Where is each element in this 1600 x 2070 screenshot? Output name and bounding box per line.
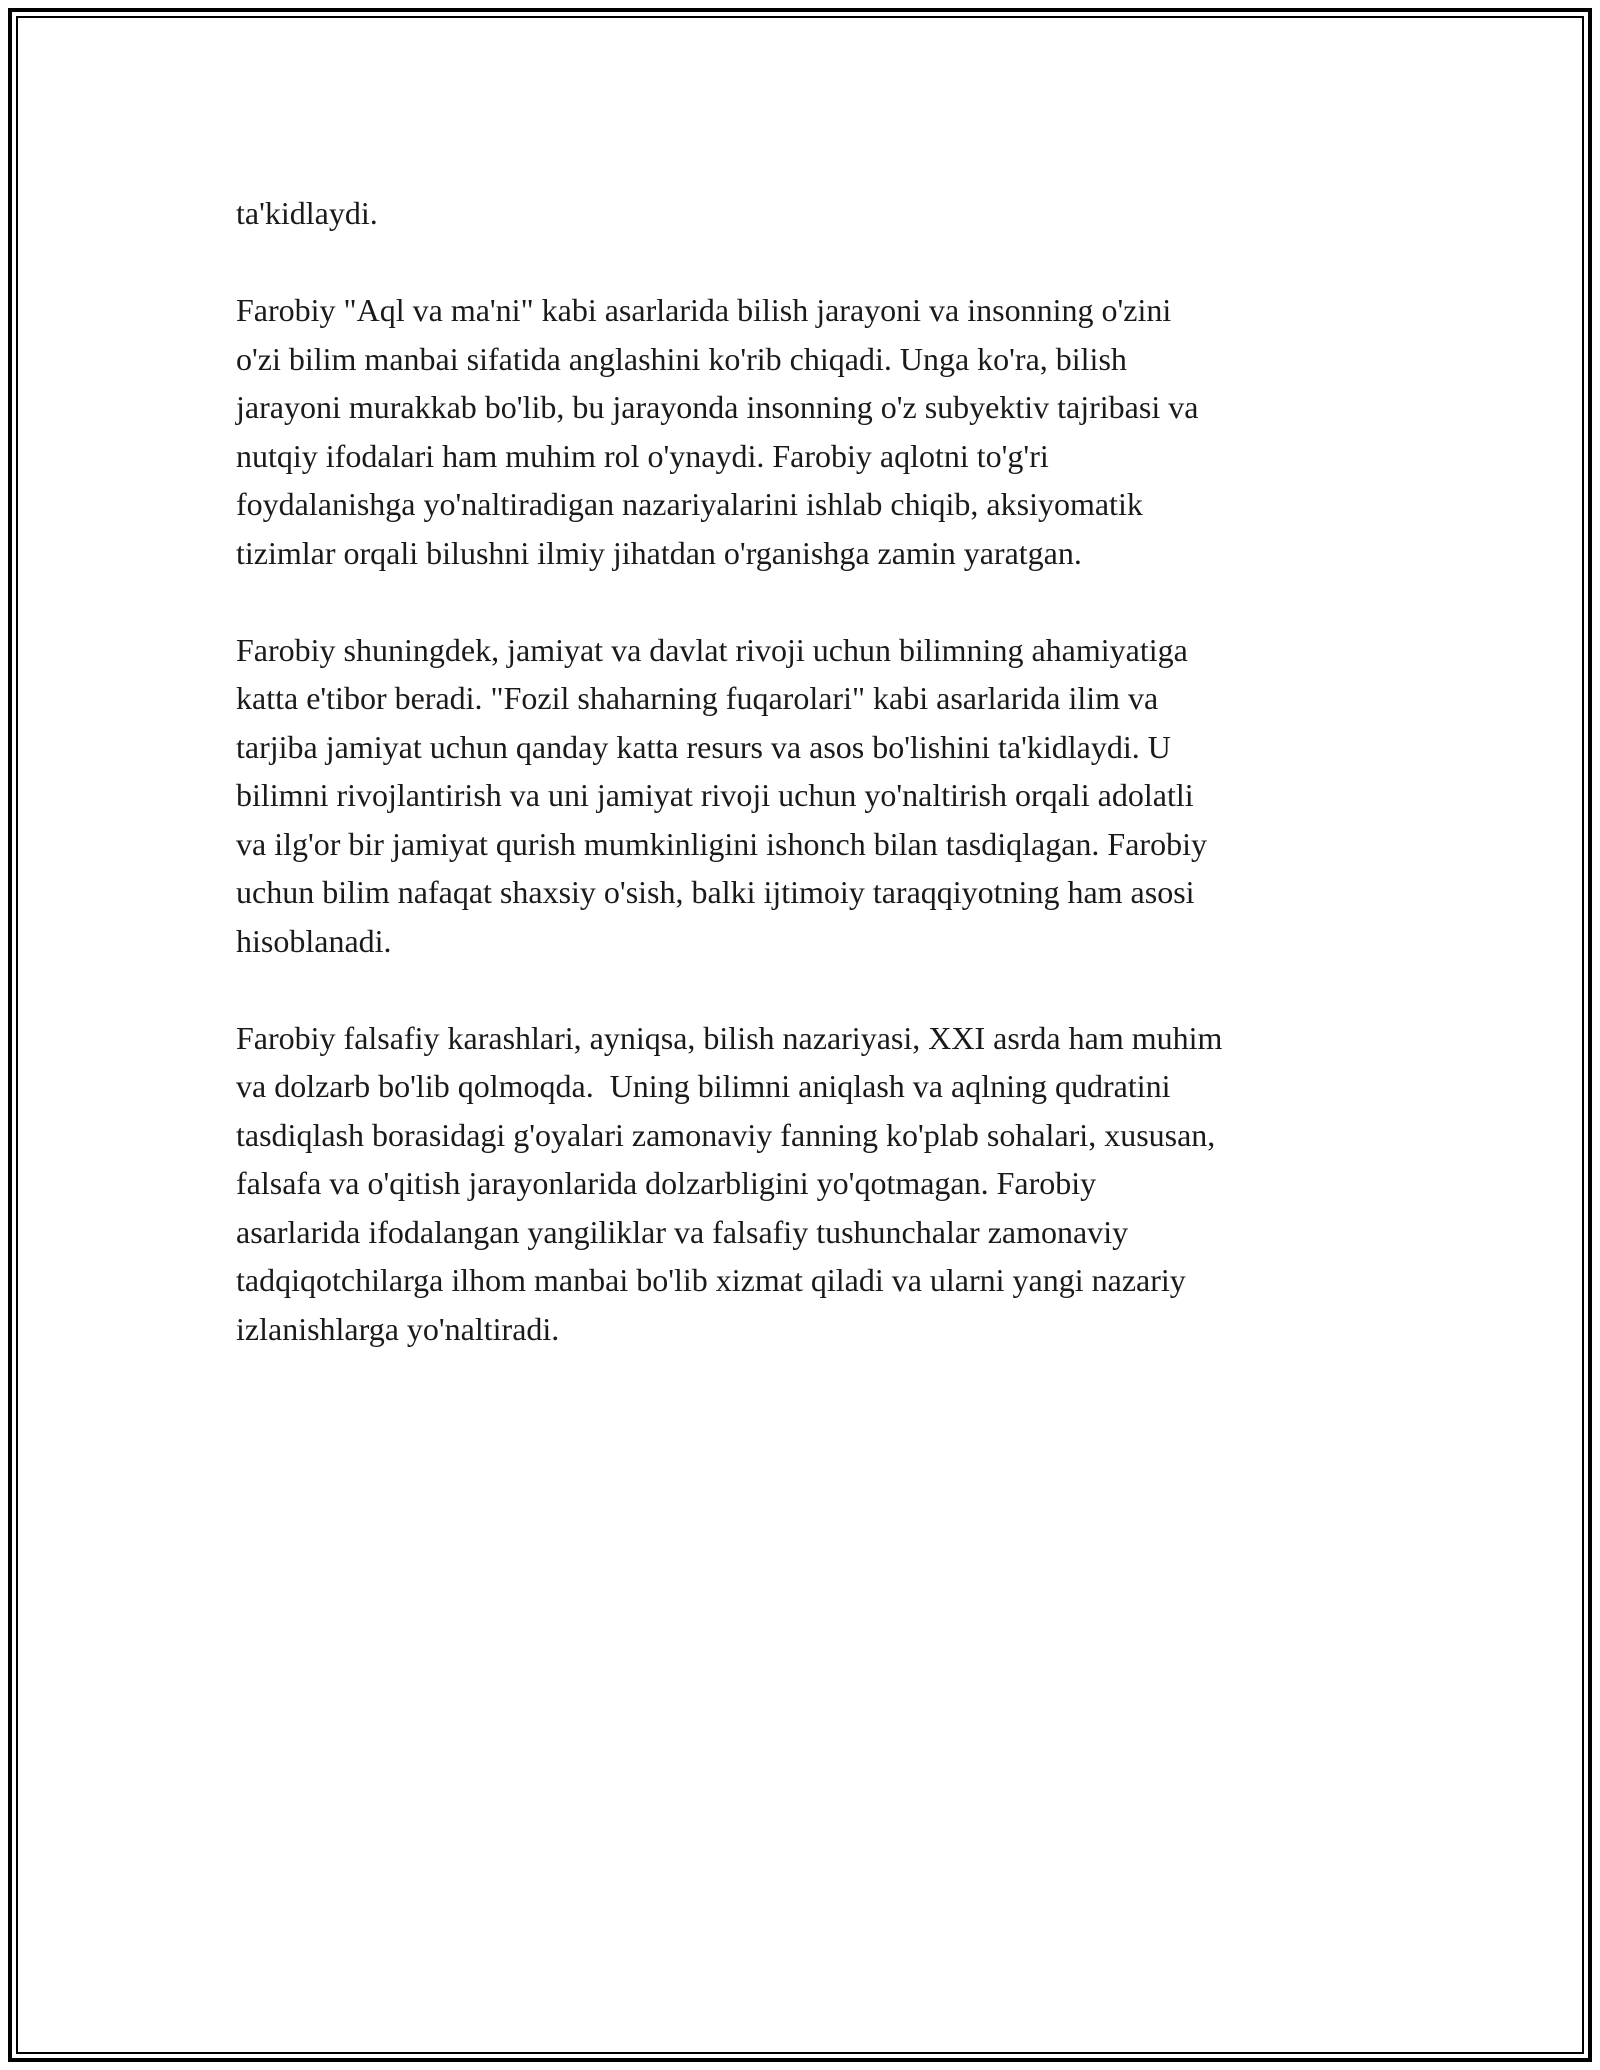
text-line: izlanishlarga yo'naltiradi. <box>236 1310 560 1347</box>
paragraph-1 <box>236 189 1368 238</box>
text-line: uchun bilim nafaqat shaxsiy o'sish, balki ijtimoiy taraqqiyotning ham asosi <box>236 874 1195 910</box>
text-line: tasdiqlash borasidagi g'oyalari zamonaviy fanning ko'plab sohalari, xususan, <box>236 1116 1216 1153</box>
text-line: o'zi bilim manbai sifatida anglashini ko'rib chiqadi. Unga ko'ra, bilish <box>236 340 1127 377</box>
text-line: foydalanishga yo'naltiradigan nazariyalarini ishlab chiqib, aksiyomatik <box>236 486 1143 522</box>
text-line: katta e'tibor beradi. "Fozil shaharning fuqarolari" kabi asarlarida ilim va <box>236 680 1159 716</box>
text-line: jarayoni murakkab bo'lib, bu jarayonda insonning o'z subyektiv tajribasi va <box>236 389 1199 425</box>
text-line: hisoblanadi. <box>236 922 392 959</box>
text-line: bilimni rivojlantirish va uni jamiyat rivoji uchun yo'naltirish orqali adolatli <box>236 777 1194 813</box>
text-line: Farobiy shuningdek, jamiyat va davlat rivoji uchun bilimning ahamiyatiga <box>236 631 1188 668</box>
text-line: falsafa va o'qitish jarayonlarida dolzarbligini yo'qotmagan. Farobiy <box>236 1165 1097 1201</box>
text-line: Farobiy "Aql va ma'ni" kabi asarlarida bilish jarayoni va insonning o'zini <box>236 292 1172 328</box>
text-line: asarlarida ifodalangan yangiliklar va falsafiy tushunchalar zamonaviy <box>236 1213 1129 1250</box>
paragraph-3 <box>236 626 1368 966</box>
text-line: va dolzarb bo'lib qolmoqda. Uning bilimni aniqlash va aqlning qudratini <box>236 1068 1171 1104</box>
paragraph-2 <box>236 286 1368 577</box>
text-line: Farobiy falsafiy karashlari, ayniqsa, bilish nazariyasi, XXI asrda ham muhim <box>236 1019 1223 1056</box>
text-line: ta'kidlaydi. <box>236 195 378 231</box>
text-line: tizimlar orqali bilushni ilmiy jihatdan o'rganishga zamin yaratgan. <box>236 534 1082 571</box>
text-line: va ilg'or bir jamiyat qurish mumkinligini ishonch bilan tasdiqlagan. Farobiy <box>236 825 1207 862</box>
text-line: nutqiy ifodalari ham muhim rol o'ynaydi. Farobiy aqlotni to'g'ri <box>236 437 1049 474</box>
text-line: tadqiqotchilarga ilhom manbai bo'lib xizmat qiladi va ularni yangi nazariy <box>236 1262 1186 1298</box>
text-line: tarjiba jamiyat uchun qanday katta resurs va asos bo'lishini ta'kidlaydi. U <box>236 728 1171 765</box>
paragraph-4 <box>236 1014 1368 1354</box>
document-body <box>236 189 1368 1402</box>
